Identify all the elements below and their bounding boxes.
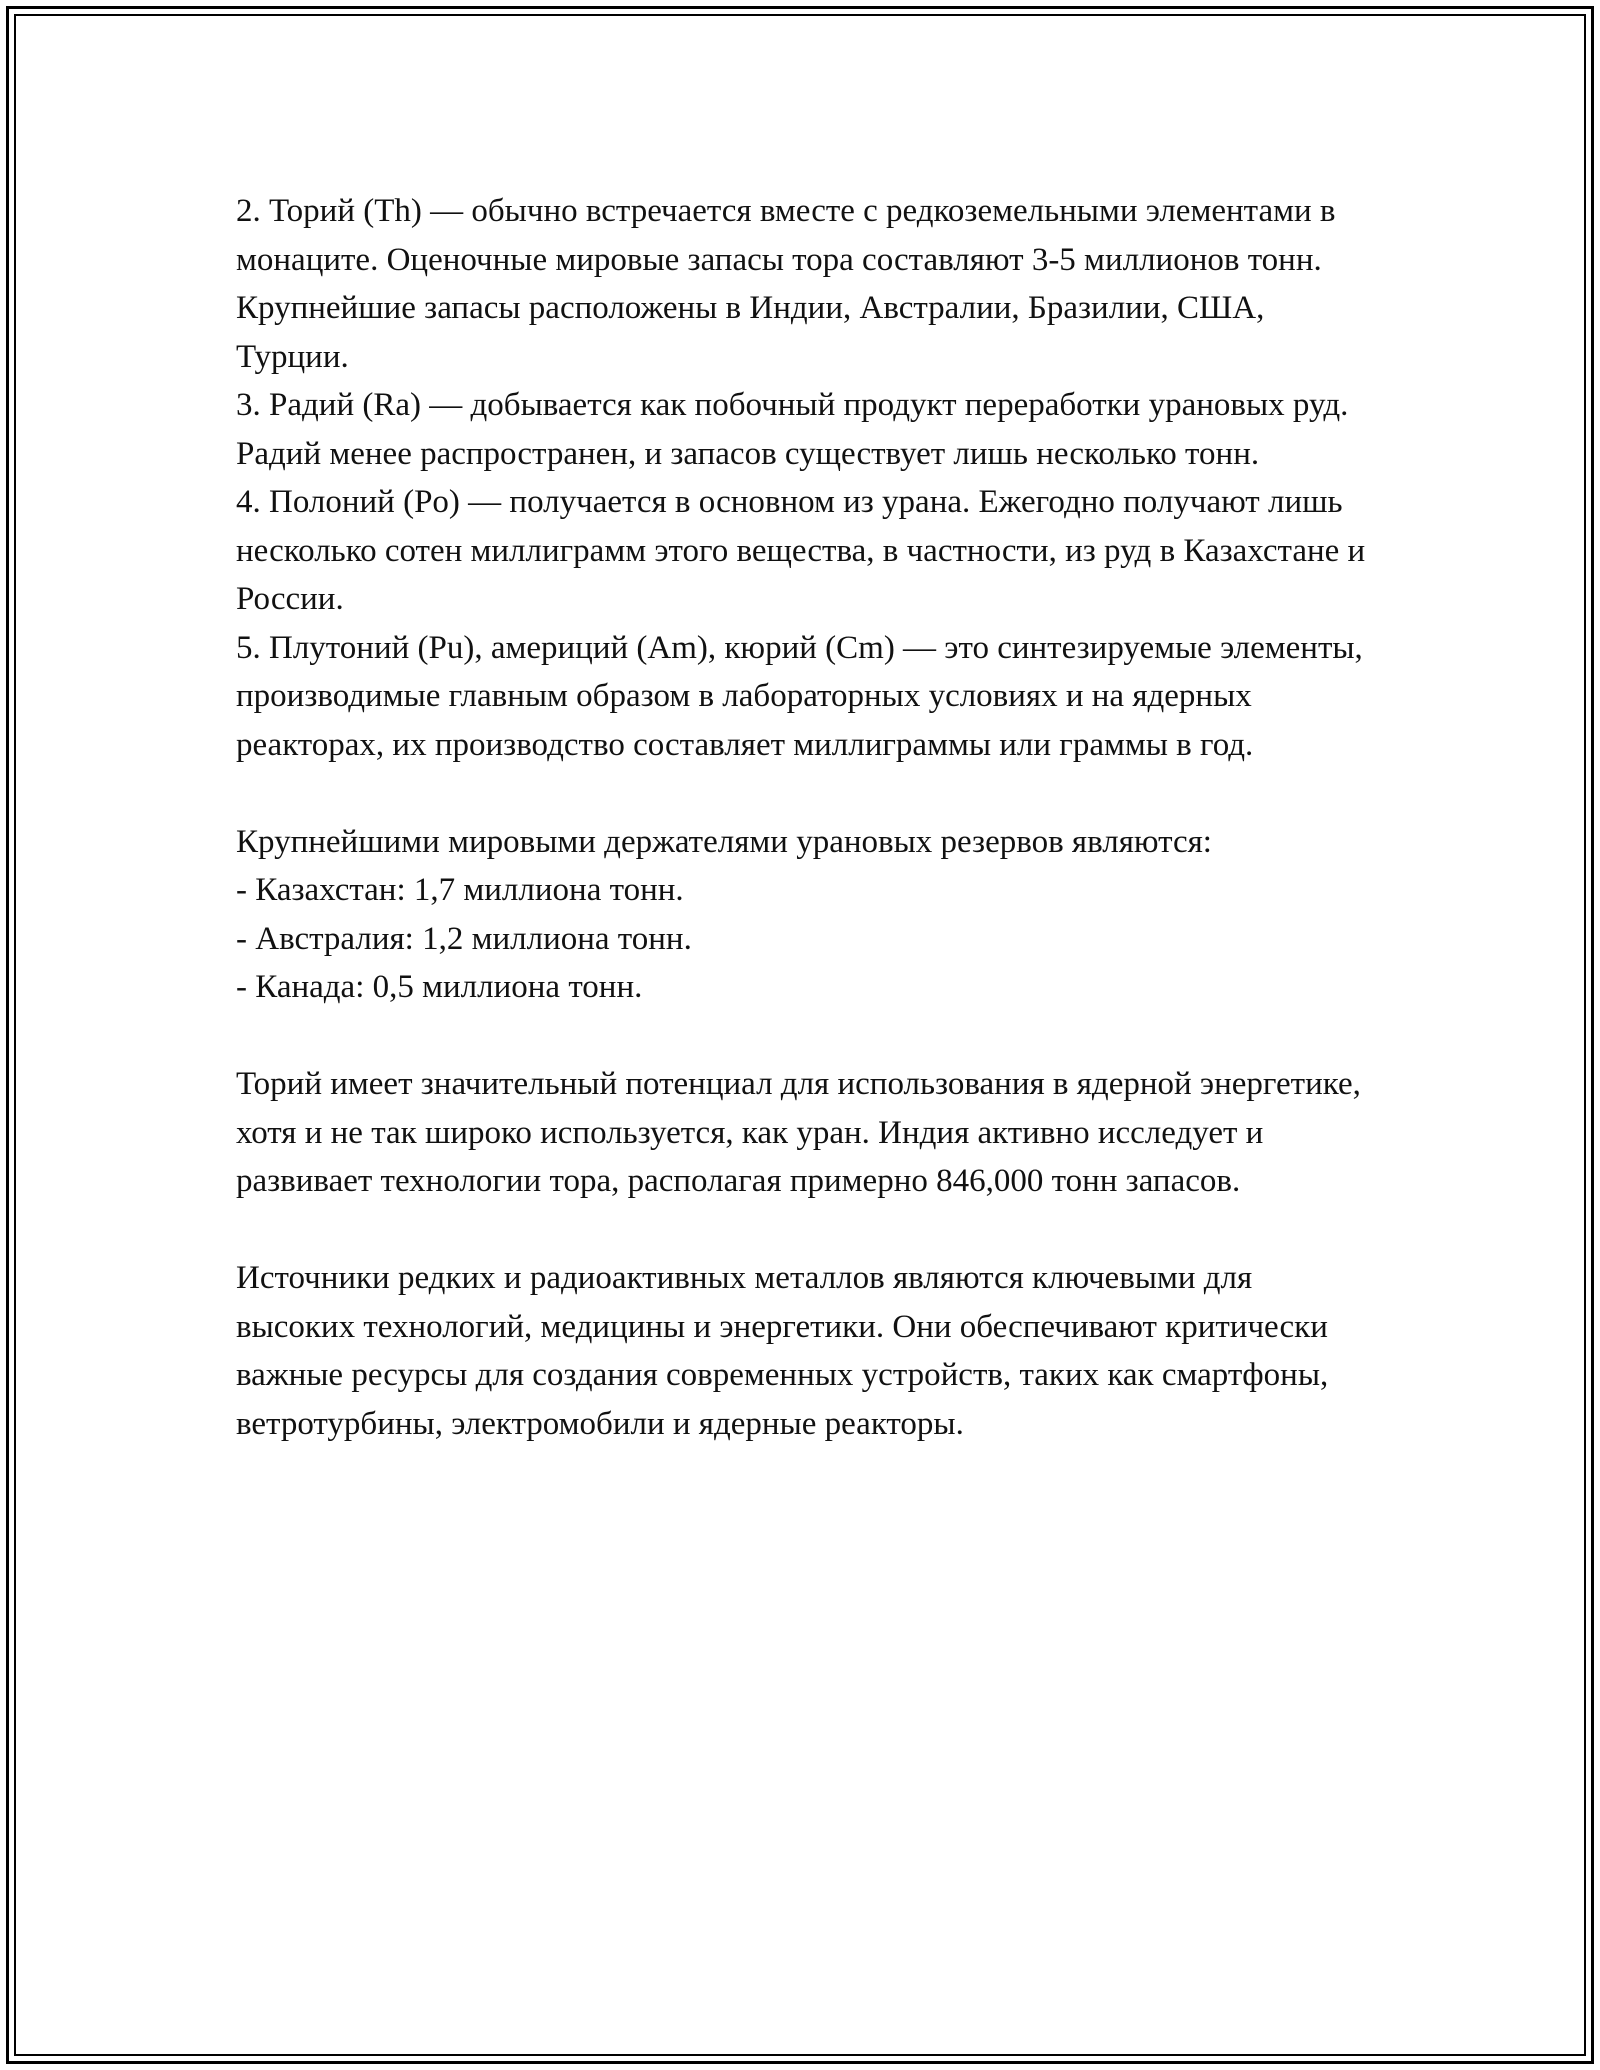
uranium-holders-intro: Крупнейшими мировыми держателями урановых резервов являются: bbox=[236, 823, 1212, 860]
uranium-holder-canada: - Канада: 0,5 миллиона тонн. bbox=[236, 969, 643, 1005]
thorium-paragraph: Торий имеет значительный потенциал для использования в ядерной энергетике, хотя и не так широко используется, как уран. Индия активно исследует и развивает технологии тора, располагая примерно 846,000 тонн запасов. bbox=[236, 1066, 1361, 1199]
list-item-polonium: 4. Полоний (Po) — получается в основном из урана. Ежегодно получают лишь несколько сотен миллиграмм этого вещества, в частности, из руд в Казахстане и России. bbox=[236, 484, 1366, 617]
conclusion-paragraph: Источники редких и радиоактивных металлов являются ключевыми для высоких технологий, медицины и энергетики. Они обеспечивают критически важные ресурсы для создания современных устройств, таких как смартфоны, ветротурбины, электромобили и ядерные реакторы. bbox=[236, 1260, 1329, 1442]
paragraph-gap bbox=[236, 1012, 1366, 1061]
document-body bbox=[236, 187, 1366, 1448]
paragraph-gap bbox=[236, 769, 1366, 818]
uranium-holder-australia: - Австралия: 1,2 миллиона тонн. bbox=[236, 920, 692, 957]
paragraph-gap bbox=[236, 1206, 1366, 1255]
list-item-radium: 3. Радий (Ra) — добывается как побочный продукт переработки урановых руд. Радий менее распространен, и запасов существует лишь несколько тонн. bbox=[236, 387, 1349, 472]
uranium-holder-kazakhstan: - Казахстан: 1,7 миллиона тонн. bbox=[236, 872, 684, 908]
list-item-synthetic-elements: 5. Плутоний (Pu), америций (Am), кюрий (Cm) — это синтезируемые элементы, производимые главным образом в лабораторных условиях и на ядерных реакторах, их производство составляет миллиграммы или граммы в год. bbox=[236, 629, 1363, 763]
list-item-thorium: 2. Торий (Th) — обычно встречается вместе с редкоземельными элементами в монаците. Оценочные мировые запасы тора составляют 3-5 миллионов тонн. Крупнейшие запасы расположены в Индии, Австралии, Бразилии, США, Турции. bbox=[236, 193, 1336, 375]
